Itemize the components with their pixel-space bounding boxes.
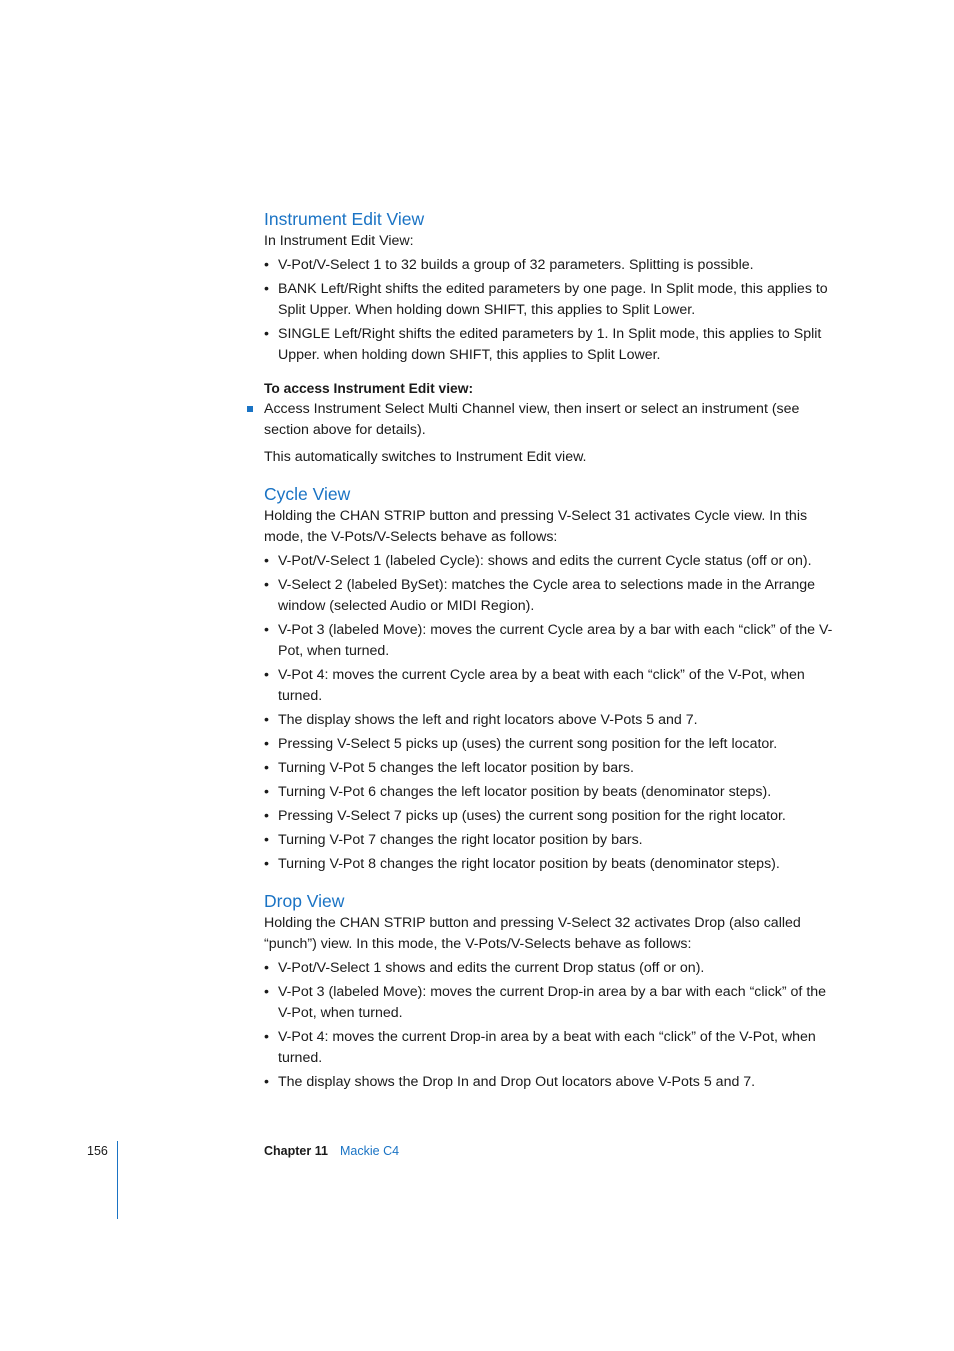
section-intro: In Instrument Edit View: (264, 233, 414, 249)
task-result: This automatically switches to Instrument Edit view. (264, 449, 587, 465)
bullet-list (264, 255, 836, 366)
section-cycle-view (264, 482, 836, 875)
list-item: • The display shows the left and right locators above V-Pots 5 and 7. (264, 710, 836, 731)
list-item: • BANK Left/Right shifts the edited parameters by one page. In Split mode, this applies to Split Upper. When holding down SHIFT, this applies to Split Lower. (264, 279, 836, 321)
list-item: • The display shows the Drop In and Drop Out locators above V-Pots 5 and 7. (264, 1072, 836, 1093)
list-item: • Pressing V-Select 7 picks up (uses) the current song position for the right locator. (264, 806, 836, 827)
list-item: • V-Pot/V-Select 1 (labeled Cycle): shows and edits the current Cycle status (off or on). (264, 551, 836, 572)
section-intro: Holding the CHAN STRIP button and pressing V-Select 31 activates Cycle view. In this mode, the V-Pots/V-Selects behave as follows: (264, 508, 808, 545)
task-step-text: Access Instrument Select Multi Channel view, then insert or select an instrument (see section above for details). (264, 401, 800, 438)
section-intro: Holding the CHAN STRIP button and pressing V-Select 32 activates Drop (also called “punch”) view. In this mode, the V-Pots/V-Selects behave as follows: (264, 915, 801, 952)
chapter-name: Mackie C4 (340, 1144, 400, 1158)
section-drop-view (264, 889, 836, 1093)
list-item: • V-Pot/V-Select 1 shows and edits the current Drop status (off or on). (264, 958, 836, 979)
task-step (264, 399, 836, 441)
footer-divider (117, 1141, 118, 1219)
list-item: • Turning V-Pot 7 changes the right locator position by bars. (264, 830, 836, 851)
bullet-list (264, 958, 836, 1093)
list-item: • V-Pot 4: moves the current Cycle area by a beat with each “click” of the V-Pot, when turned. (264, 665, 836, 707)
page-number: 156 (87, 1144, 108, 1158)
list-item: • V-Select 2 (labeled BySet): matches the Cycle area to selections made in the Arrange window (selected Audio or MIDI Region). (264, 575, 836, 617)
list-item: • V-Pot/V-Select 1 to 32 builds a group of 32 parameters. Splitting is possible. (264, 255, 836, 276)
list-item: • V-Pot 3 (labeled Move): moves the current Cycle area by a bar with each “click” of the V-Pot, when turned. (264, 620, 836, 662)
task-title: To access Instrument Edit view: (264, 381, 474, 396)
bullet-list (264, 551, 836, 875)
list-item: • V-Pot 4: moves the current Drop-in area by a beat with each “click” of the V-Pot, when turned. (264, 1027, 836, 1069)
square-bullet-icon (247, 406, 253, 412)
list-item: • SINGLE Left/Right shifts the edited parameters by 1. In Split mode, this applies to Split Upper. when holding down SHIFT, this applies to Split Lower. (264, 324, 836, 366)
section-heading: Drop View (264, 891, 345, 911)
list-item: • Pressing V-Select 5 picks up (uses) the current song position for the left locator. (264, 734, 836, 755)
list-item: • Turning V-Pot 6 changes the left locator position by beats (denominator steps). (264, 782, 836, 803)
list-item: • Turning V-Pot 5 changes the left locator position by bars. (264, 758, 836, 779)
section-heading: Instrument Edit View (264, 209, 425, 229)
page-content (264, 207, 836, 1093)
section-instrument-edit-view (264, 207, 836, 468)
section-heading: Cycle View (264, 484, 351, 504)
list-item: • Turning V-Pot 8 changes the right locator position by beats (denominator steps). (264, 854, 836, 875)
chapter-label: Chapter 11 (264, 1144, 328, 1158)
list-item: • V-Pot 3 (labeled Move): moves the current Drop-in area by a bar with each “click” of the V-Pot, when turned. (264, 982, 836, 1024)
